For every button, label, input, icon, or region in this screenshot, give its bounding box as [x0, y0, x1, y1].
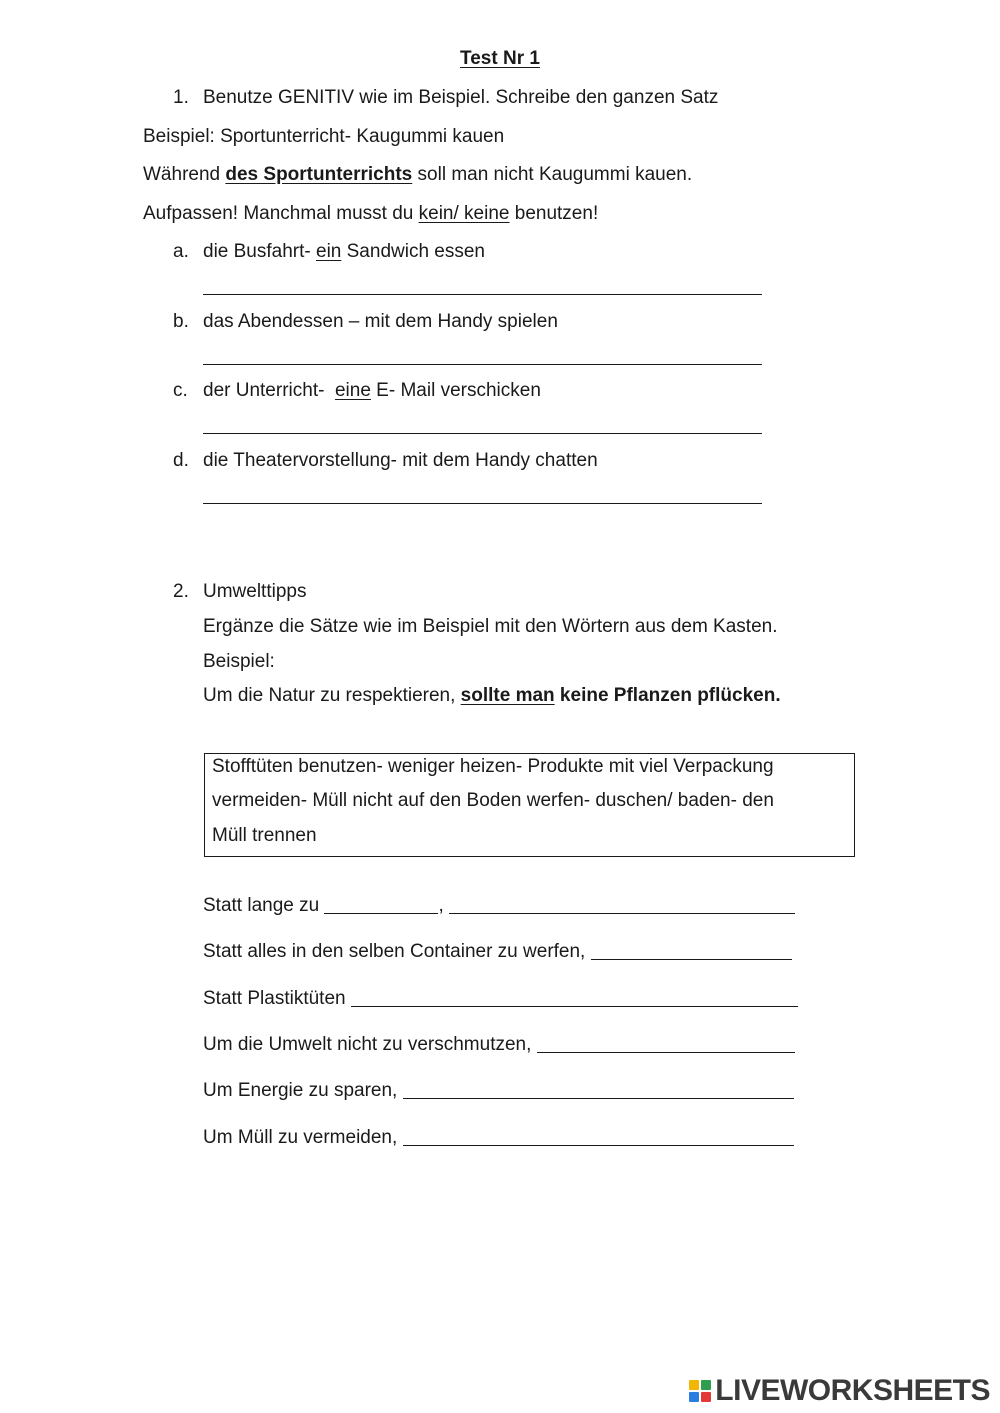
sentence-text: Statt Plastiktüten: [203, 988, 351, 1009]
sentence-6: [203, 1127, 794, 1149]
logo-squares-icon: [689, 1380, 711, 1402]
word-box-line-3: Müll trennen: [212, 825, 317, 846]
sentence-text: Statt alles in den selben Container zu werfen,: [203, 941, 591, 962]
item-underlined: ein: [316, 241, 342, 262]
item-b-prompt: das Abendessen – mit dem Handy spielen: [203, 311, 558, 332]
word-box-line-2: vermeiden- Müll nicht auf den Boden werfen- duschen/ baden- den: [212, 790, 774, 811]
blank-3[interactable]: [351, 1005, 798, 1007]
item-text-end: Sandwich essen: [341, 241, 486, 262]
sentence-comma: ,: [438, 895, 450, 916]
item-b-letter: b.: [173, 311, 189, 332]
item-underlined: eine: [334, 380, 371, 401]
page-title: Test Nr 1: [460, 48, 540, 69]
item-a-letter: a.: [173, 241, 189, 262]
sentence-text: Um die Umwelt nicht zu verschmutzen,: [203, 1034, 537, 1055]
item-text: der Unterricht-: [203, 380, 335, 401]
task2-example-sentence: [203, 685, 781, 708]
sentence-5: [203, 1080, 794, 1102]
task2-example-label: Beispiel:: [203, 651, 275, 672]
example-text: Um die Natur zu respektieren,: [203, 685, 461, 706]
task1-instruction: Benutze GENITIV wie im Beispiel. Schreibe den ganzen Satz: [203, 87, 719, 108]
item-c-letter: c.: [173, 380, 188, 401]
example-text-end: keine Pflanzen pflücken.: [554, 685, 781, 706]
sentence-3: [203, 988, 798, 1010]
sentence-2: [203, 941, 792, 963]
example-text: Während: [143, 164, 226, 185]
task2-instruction: Ergänze die Sätze wie im Beispiel mit den Wörtern aus dem Kasten.: [203, 616, 778, 637]
answer-line-a[interactable]: [203, 294, 762, 295]
item-d-letter: d.: [173, 450, 189, 471]
example-text-end: soll man nicht Kaugummi kauen.: [412, 164, 693, 185]
hint-text-end: benutzen!: [509, 203, 599, 224]
example-modal: sollte man: [460, 685, 555, 706]
item-c-prompt: [203, 380, 541, 403]
sentence-text: Um Müll zu vermeiden,: [203, 1127, 403, 1148]
sentence-text: Statt lange zu: [203, 895, 325, 916]
item-text-end: E- Mail verschicken: [370, 380, 541, 401]
item-d-prompt: die Theatervorstellung- mit dem Handy chatten: [203, 450, 598, 471]
task1-hint: [143, 203, 598, 226]
blank-1b[interactable]: [449, 912, 795, 914]
liveworksheets-logo: [689, 1374, 990, 1408]
word-box-line-1: Stofftüten benutzen- weniger heizen- Produkte mit viel Verpackung: [212, 756, 774, 777]
task1-number: 1.: [173, 87, 189, 108]
hint-text: Aufpassen! Manchmal musst du: [143, 203, 419, 224]
item-text: die Busfahrt-: [203, 241, 316, 262]
sentence-1: [203, 895, 795, 917]
answer-line-b[interactable]: [203, 364, 762, 365]
blank-4[interactable]: [537, 1051, 795, 1053]
example-genitive: des Sportunterrichts: [225, 164, 413, 185]
answer-line-d[interactable]: [203, 503, 762, 504]
item-a-prompt: [203, 241, 485, 264]
task2-heading: Umwelttipps: [203, 581, 307, 602]
hint-underlined: kein/ keine: [418, 203, 510, 224]
blank-2[interactable]: [591, 958, 792, 960]
sentence-4: [203, 1034, 795, 1056]
blank-1a[interactable]: [324, 912, 438, 914]
logo-text: LIVEWORKSHEETS: [715, 1374, 990, 1407]
blank-6[interactable]: [403, 1144, 794, 1146]
task1-example-label: Beispiel: Sportunterricht- Kaugummi kauen: [143, 126, 505, 147]
task1-example-sentence: [143, 164, 692, 187]
task2-number: 2.: [173, 581, 189, 602]
answer-line-c[interactable]: [203, 433, 762, 434]
sentence-text: Um Energie zu sparen,: [203, 1080, 403, 1101]
blank-5[interactable]: [403, 1097, 794, 1099]
